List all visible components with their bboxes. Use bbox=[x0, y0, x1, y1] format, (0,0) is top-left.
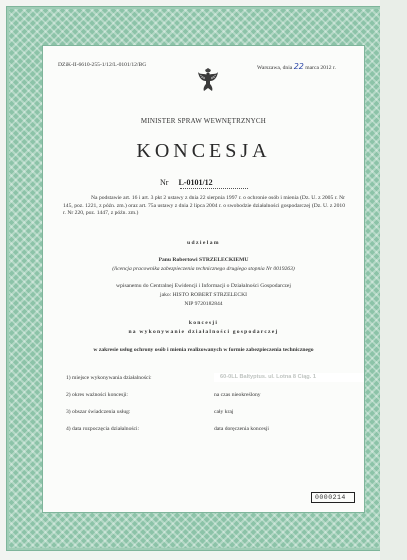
date-day-handwritten: 22 bbox=[293, 62, 304, 71]
item-question: 3) obszar świadczenia usług: bbox=[66, 409, 131, 415]
reference-number: DZiK-II-6610-255-1/12/L-0101/12/BG bbox=[58, 62, 147, 68]
recipient-name: Panu Robertowi STRZELECKIEMU bbox=[158, 257, 249, 263]
activity-heading: na wykonywanie działalności gospodarczej bbox=[128, 329, 279, 335]
concession-number bbox=[160, 178, 213, 187]
item-answer: cały kraj bbox=[214, 409, 234, 415]
koncesji-heading: koncesji bbox=[188, 320, 219, 326]
issue-date bbox=[257, 62, 336, 72]
license-note: (licencja pracownika zabezpieczenia technicznego drugiego stopnia Nr 0019263) bbox=[112, 266, 295, 272]
scope-text: w zakresie usług ochrony osób i mienia realizowanych w formie zabezpieczenia technicznego bbox=[93, 347, 314, 353]
date-suffix: marca 2012 r. bbox=[305, 65, 336, 71]
item-question: 2) okres ważności koncesji: bbox=[66, 392, 128, 398]
date-prefix: Warszawa, dnia bbox=[257, 65, 293, 71]
grant-word: udzielam bbox=[187, 240, 220, 246]
serial-number: 0000214 bbox=[315, 494, 346, 501]
legal-basis-paragraph bbox=[63, 195, 345, 218]
number-label: Nr bbox=[160, 178, 169, 187]
item-question: 1) miejsce wykonywania działalności: bbox=[66, 375, 152, 381]
redacted-address: 60-0LL Baltyptus. ul. Lotna 8 Ciąg. 1 bbox=[220, 374, 316, 380]
item-answer: data doręczenia koncesji bbox=[214, 426, 269, 432]
number-dotted-line bbox=[180, 188, 248, 189]
number-value: L-0101/12 bbox=[178, 178, 213, 187]
issuer-heading: MINISTER SPRAW WEWNĘTRZNYCH bbox=[140, 117, 267, 125]
document-body bbox=[42, 45, 365, 513]
item-question: 4) data rozpoczęcia działalności: bbox=[66, 426, 140, 432]
document-title: KONCESJA bbox=[136, 140, 271, 162]
legal-basis-text: Na podstawie art. 16 i art. 3 pkt 2 ustawy z dnia 22 sierpnia 1997 r. o ochronie osób i mienia (Dz. U. z 2005 r. Nr 145, poz. 1221, z późn. zm.) oraz art. 75a ustawy z dnia 2 lipca 2004 r. o swobodzie działalności gospodarczej (Dz. U. z 2010 r. Nr 220, poz. 1447, z późn. zm.) bbox=[63, 195, 345, 217]
business-name: jako: HISTO ROBERT STRZELECKI bbox=[160, 292, 247, 298]
item-answer: na czas nieokreślony bbox=[214, 392, 261, 398]
scan-margin bbox=[380, 0, 407, 560]
registry-text: wpisanemu do Centralnej Ewidencji i Informacji o Działalności Gospodarczej bbox=[116, 283, 291, 289]
nip-number: NIP 9720182844 bbox=[184, 301, 223, 307]
eagle-emblem-icon bbox=[197, 67, 219, 93]
